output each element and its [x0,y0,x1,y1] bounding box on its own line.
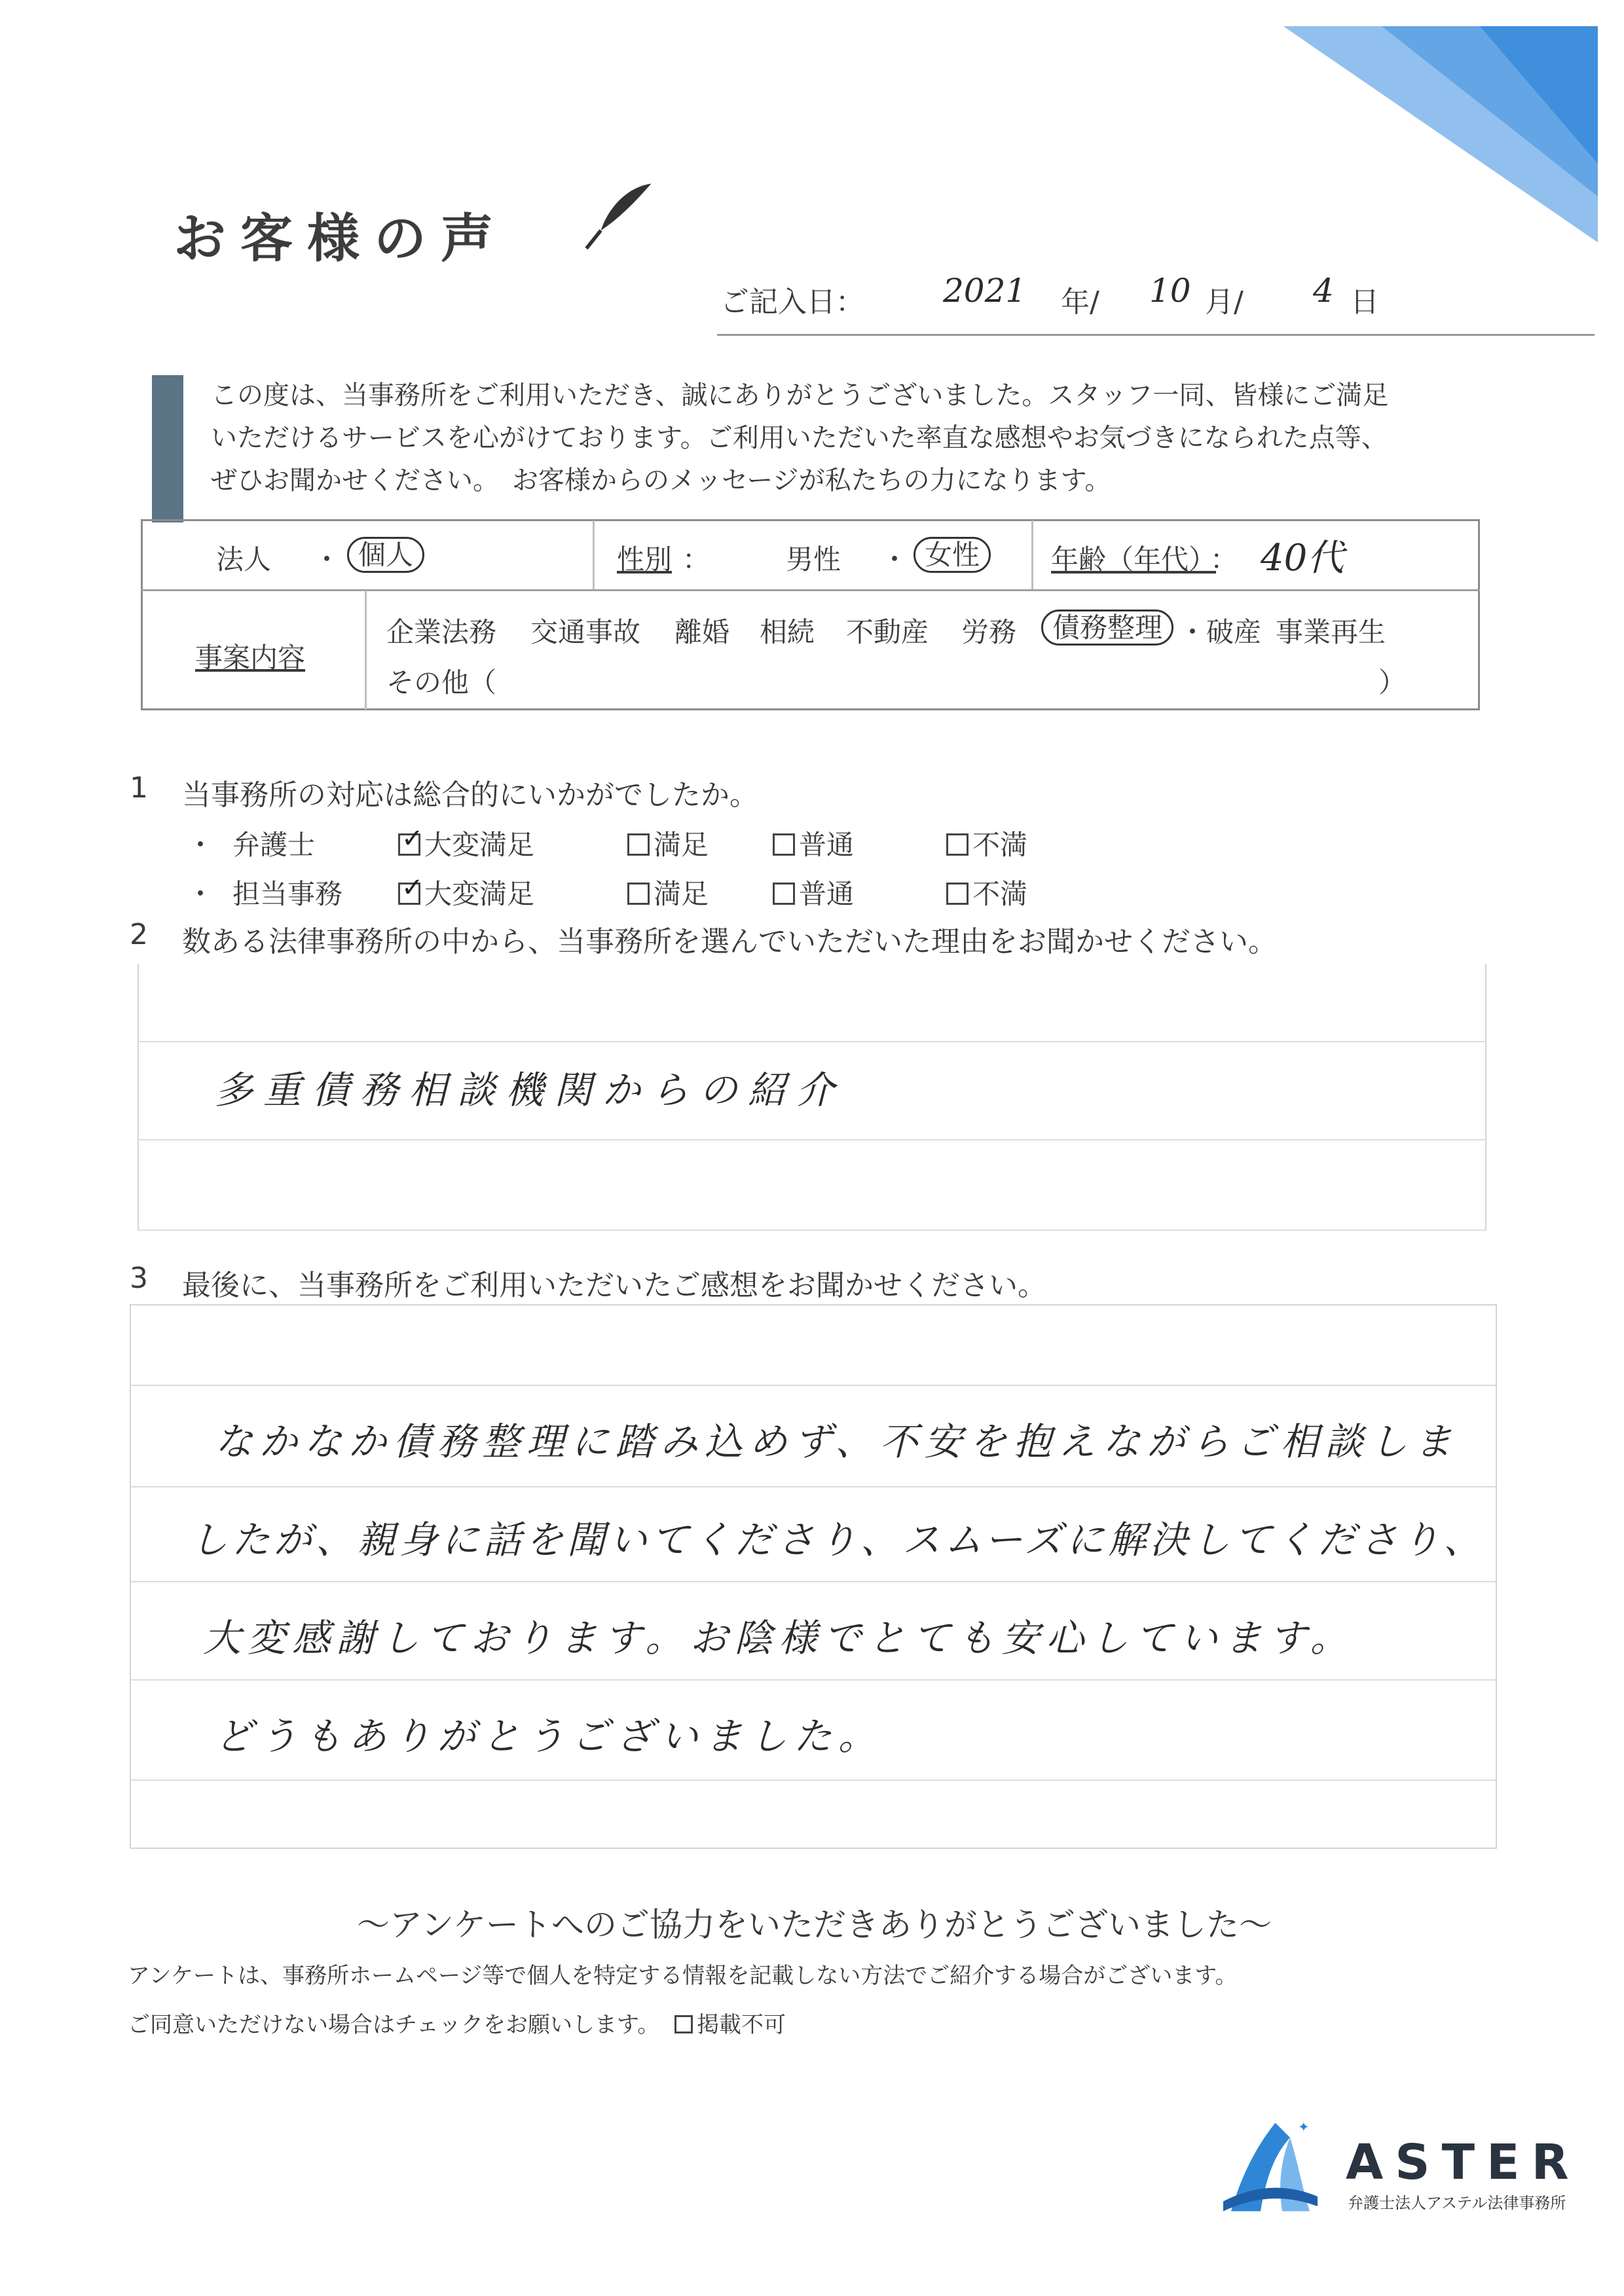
option-label: 大変満足 [424,829,535,861]
option-normal[interactable] [773,824,854,863]
option-very-satisfied[interactable] [398,873,534,912]
checkbox[interactable] [674,2015,693,2033]
q2-number: 2 [130,918,148,951]
bullet: ・ [187,878,215,910]
q3-answer-line: どうもありがとうございました。 [215,1714,883,1758]
answer-line [138,1139,1486,1140]
logo-subtitle: 弁護士法人アステル法律事務所 [1348,2194,1566,2212]
answer-line [138,1230,1486,1231]
svg-text:✦: ✦ [1298,2119,1310,2135]
case-item[interactable]: ・破産 [1179,616,1262,648]
option-dissatisfied[interactable] [946,824,1027,863]
q3-text: 最後に、当事務所をご利用いただいたご感想をお聞かせください。 [182,1269,1046,1302]
option-normal[interactable] [773,873,854,912]
corner-decoration [1283,26,1598,242]
q1-row-label: 弁護士 [232,829,316,861]
option-label: 不満 [972,829,1028,861]
gender-colon: ： [682,543,710,575]
answer-line [138,1041,1486,1042]
case-item[interactable]: 交通事故 [530,616,641,648]
intro-text: この度は、当事務所をご利用いただき、誠にありがとうございました。スタッフ一同、皆様にご満足 いただけるサービスを心がけております。ご利用いただいた率直な感想やお気づきになられた点等、 ぜひお聞かせください。 お客様からのメッセージが私たちの力になります。 [211,380,1389,496]
case-item[interactable]: 相続 [760,616,815,648]
option-satisfied[interactable] [627,873,709,912]
option-label: 満足 [654,878,709,910]
gender-label: 性別 [617,543,673,575]
checkbox[interactable] [946,883,969,905]
thanks-message: ～アンケートへのご協力をいただきありがとうございました～ [357,1906,1272,1944]
female-label: 女性 [913,537,991,573]
answer-line [130,1581,1497,1582]
table-divider [141,589,1480,591]
answer-line [130,1385,1497,1386]
feather-icon [583,180,655,252]
case-item[interactable]: 企業法務 [386,616,497,648]
option-label: 満足 [654,829,709,861]
no-publish-option[interactable] [674,2007,786,2039]
privacy-note: アンケートは、事務所ホームページ等で個人を特定する情報を記載しない方法でご紹介する場合がございます。 [128,1963,1238,1989]
q1-text: 当事務所の対応は総合的にいかがでしたか。 [182,778,758,812]
no-publish-label: 掲載不可 [697,2012,786,2038]
separator-dot: ・ [881,543,909,575]
male-option[interactable]: 男性 [786,543,841,575]
table-divider [593,520,595,589]
q3-number: 3 [130,1262,148,1295]
option-dissatisfied[interactable] [946,873,1027,912]
answer-line [130,1679,1497,1681]
option-label: 不満 [972,878,1028,910]
checkbox-checked[interactable] [398,883,420,905]
date-month: 10 [1149,272,1191,310]
checkbox-checked[interactable] [398,833,420,856]
age-colon: ： [1210,543,1238,575]
separator-dot: ・ [313,543,341,575]
corp-option[interactable]: 法人 [216,543,272,575]
date-day: 4 [1313,272,1334,310]
logo-name: ASTER [1346,2134,1581,2191]
q3-answer-line: なかなか債務整理に踏み込めず、不安を抱えながらご相談しま [215,1419,1459,1464]
bullet: ・ [187,829,215,861]
month-unit: 月/ [1205,285,1244,319]
option-label: 大変満足 [424,878,535,910]
checkbox[interactable] [627,833,650,856]
answer-line [130,1779,1497,1781]
individual-option[interactable] [347,534,424,573]
case-item-debt: 債務整理 [1041,610,1173,646]
aster-logo-icon [1221,2118,1320,2216]
case-item[interactable]: 労務 [961,616,1017,648]
option-very-satisfied[interactable] [398,824,534,863]
table-divider [1031,520,1033,589]
day-unit: 日 [1350,285,1379,319]
case-item[interactable]: 不動産 [846,616,929,648]
date-year: 2021 [943,272,1027,310]
age-label: 年齢（年代） [1051,543,1217,575]
female-option[interactable] [913,534,991,573]
q2-answer: 多重債務相談機関からの紹介 [215,1068,845,1112]
q2-text: 数ある法律事務所の中から、当事務所を選んでいただいた理由をお聞かせください。 [182,925,1277,958]
intro-accent-bar [152,375,183,522]
individual-label: 個人 [347,537,424,573]
case-item[interactable]: 離婚 [674,616,730,648]
q3-answer-line: 大変感謝しております。お陰様でとても安心しています。 [203,1616,1355,1660]
year-unit: 年/ [1061,285,1099,319]
option-satisfied[interactable] [627,824,709,863]
q1-number: 1 [130,771,148,805]
checkbox[interactable] [773,883,795,905]
checkbox[interactable] [773,833,795,856]
age-value: 40代 [1261,537,1344,579]
other-label[interactable]: その他（ [386,666,497,699]
case-label: 事案内容 [195,642,306,674]
date-label: ご記入日： [720,285,864,319]
consent-note: ご同意いただけない場合はチェックをお願いします。 [128,2012,660,2038]
q3-answer-line: したが、親身に話を聞いてくださり、スムーズに解決してくださり、 [190,1518,1486,1562]
table-divider [365,591,367,710]
q1-row-label: 担当事務 [232,878,343,910]
other-close: ） [1378,666,1407,699]
option-label: 普通 [799,878,855,910]
case-item-circled[interactable] [1041,606,1173,646]
option-label: 普通 [799,829,855,861]
checkbox[interactable] [946,833,969,856]
date-underline [717,334,1595,336]
answer-line [130,1486,1497,1487]
case-item[interactable]: 事業再生 [1276,616,1386,648]
page-title: お客様の声 [174,208,507,269]
checkbox[interactable] [627,883,650,905]
